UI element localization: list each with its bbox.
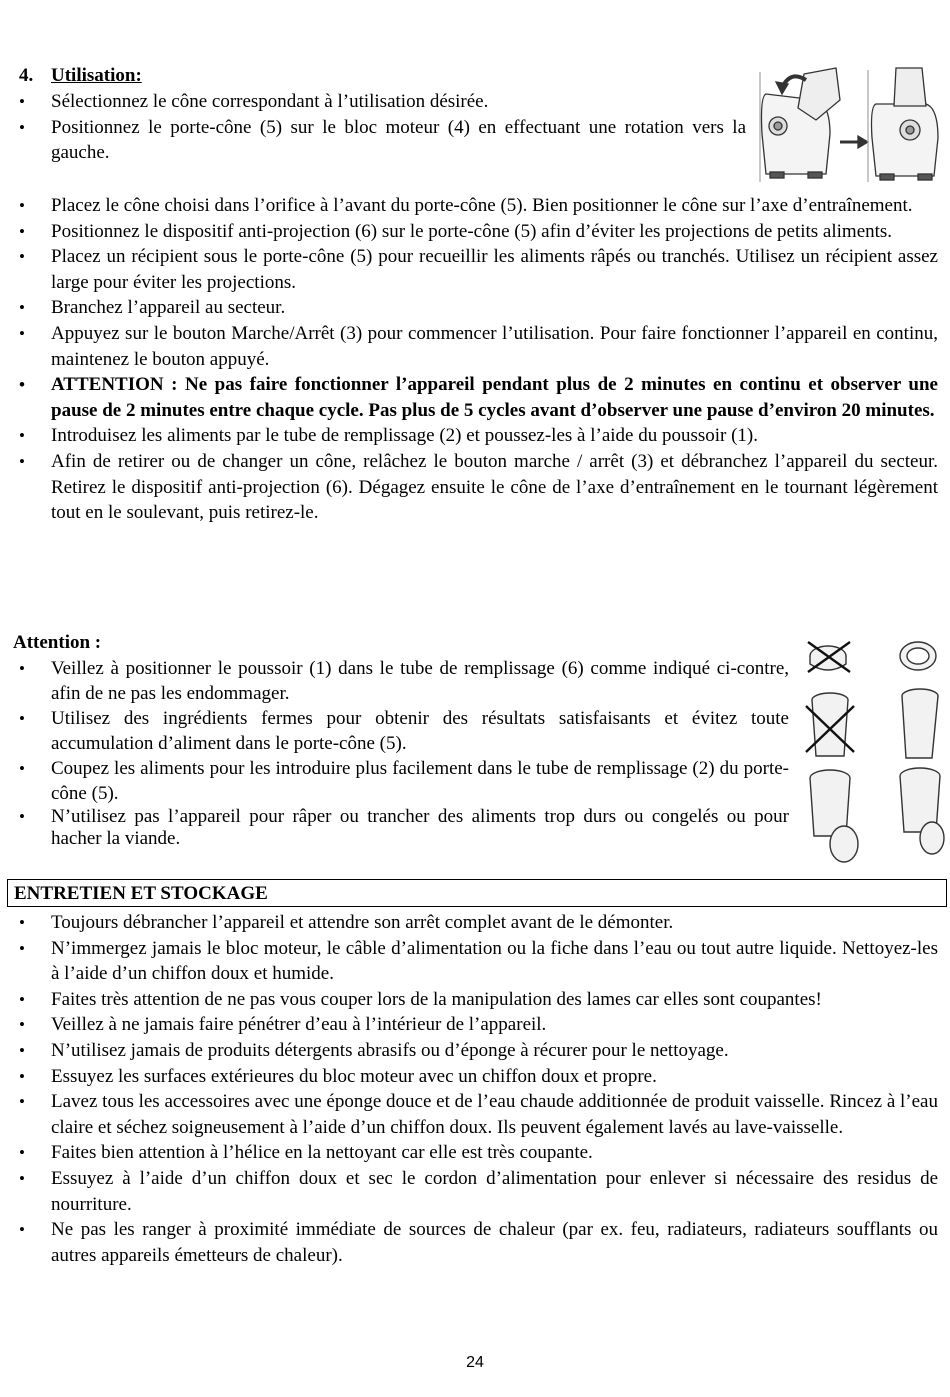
list-item: • Branchez l’appareil au secteur.: [0, 295, 938, 321]
usage-list-top: [0, 89, 746, 166]
list-item: • N’utilisez pas l’appareil pour râper ou trancher des aliments trop durs ou congelés ou pour hacher la viande.: [0, 806, 789, 850]
list-item: • Afin de retirer ou de changer un cône, relâchez le bouton marche / arrêt (3) et débranchez l’appareil du secteur. Retirez le dispositif anti-projection (6). Dégagez ensuite le cône de l’axe d’entraînement en le tournant légèrement tout en le soulevant, puis retirez-le.: [0, 449, 938, 526]
usage-list: [0, 193, 938, 526]
list-item: • Coupez les aliments pour les introduire plus facilement dans le tube de remplissage (2) du porte-cône (5).: [0, 756, 789, 806]
pusher-tube-illustration: [800, 636, 948, 866]
list-item: • Ne pas les ranger à proximité immédiate de sources de chaleur (par ex. feu, radiateurs, radiateurs soufflants ou autres appareils émetteurs de chaleur).: [0, 1217, 938, 1268]
list-item: • N’utilisez jamais de produits détergents abrasifs ou d’éponge à récurer pour le nettoyage.: [0, 1038, 938, 1064]
list-item: • Veillez à ne jamais faire pénétrer d’eau à l’intérieur de l’appareil.: [0, 1012, 938, 1038]
list-item: • Veillez à positionner le poussoir (1) dans le tube de remplissage (6) comme indiqué ci-contre, afin de ne pas les endommager.: [0, 656, 789, 706]
list-item: • Lavez tous les accessoires avec une éponge douce et de l’eau chaude additionnée de produit vaisselle. Rincez à l’eau claire et séchez soigneusement à l’aide d’un chiffon doux. Ils peuvent également lavés au lave-vaisselle.: [0, 1089, 938, 1140]
list-item: • Positionnez le dispositif anti-projection (6) sur le porte-cône (5) afin d’éviter les projections de petits aliments.: [0, 219, 938, 245]
list-item: • Utilisez des ingrédients fermes pour obtenir des résultats satisfaisants et évitez toute accumulation d’aliment dans le porte-cône (5).: [0, 706, 789, 756]
attention-list: [0, 656, 789, 850]
appliance-rotation-illustration: [756, 64, 946, 188]
list-item: • Placez le cône choisi dans l’orifice à l’avant du porte-cône (5). Bien positionner le cône sur l’axe d’entraînement.: [0, 193, 938, 219]
list-item: • Faites très attention de ne pas vous couper lors de la manipulation des lames car elles sont coupantes!: [0, 987, 938, 1013]
section-title: [19, 63, 142, 89]
section-number: 4.: [19, 65, 34, 86]
list-item: • Appuyez sur le bouton Marche/Arrêt (3) pour commencer l’utilisation. Pour faire fonctionner l’appareil en continu, maintenez le bouton appuyé.: [0, 321, 938, 372]
list-item: • Sélectionnez le cône correspondant à l’utilisation désirée.: [0, 89, 746, 115]
list-item: • Placez un récipient sous le porte-cône (5) pour recueillir les aliments râpés ou tranchés. Utilisez un récipient assez large pour éviter les projections.: [0, 244, 938, 295]
entretien-heading-box: [7, 879, 947, 907]
page-number: 24: [466, 1354, 484, 1371]
list-item: • Positionnez le porte-cône (5) sur le bloc moteur (4) en effectuant une rotation vers la gauche.: [0, 115, 746, 166]
entretien-title: ENTRETIEN ET STOCKAGE: [14, 883, 268, 904]
list-item: • Faites bien attention à l’hélice en la nettoyant car elle est très coupante.: [0, 1140, 938, 1166]
attention-title: Attention :: [13, 632, 102, 653]
entretien-list: [0, 910, 938, 1268]
list-item: • Essuyez à l’aide d’un chiffon doux et sec le cordon d’alimentation pour enlever si nécessaire des residus de nourriture.: [0, 1166, 938, 1217]
warning-item: • ATTENTION : Ne pas faire fonctionner l’appareil pendant plus de 2 minutes en continu et observer une pause de 2 minutes entre chaque cycle. Pas plus de 5 cycles avant d’observer une pause d’environ 20 minutes.: [0, 372, 938, 423]
list-item: • Toujours débrancher l’appareil et attendre son arrêt complet avant de le démonter.: [0, 910, 938, 936]
list-item: • Essuyez les surfaces extérieures du bloc moteur avec un chiffon doux et propre.: [0, 1064, 938, 1090]
section-title-text: Utilisation:: [51, 65, 142, 86]
list-item: • N’immergez jamais le bloc moteur, le câble d’alimentation ou la fiche dans l’eau ou tout autre liquide. Nettoyez-les à l’aide d’un chiffon doux et humide.: [0, 936, 938, 987]
list-item: • Introduisez les aliments par le tube de remplissage (2) et poussez-les à l’aide du poussoir (1).: [0, 423, 938, 449]
